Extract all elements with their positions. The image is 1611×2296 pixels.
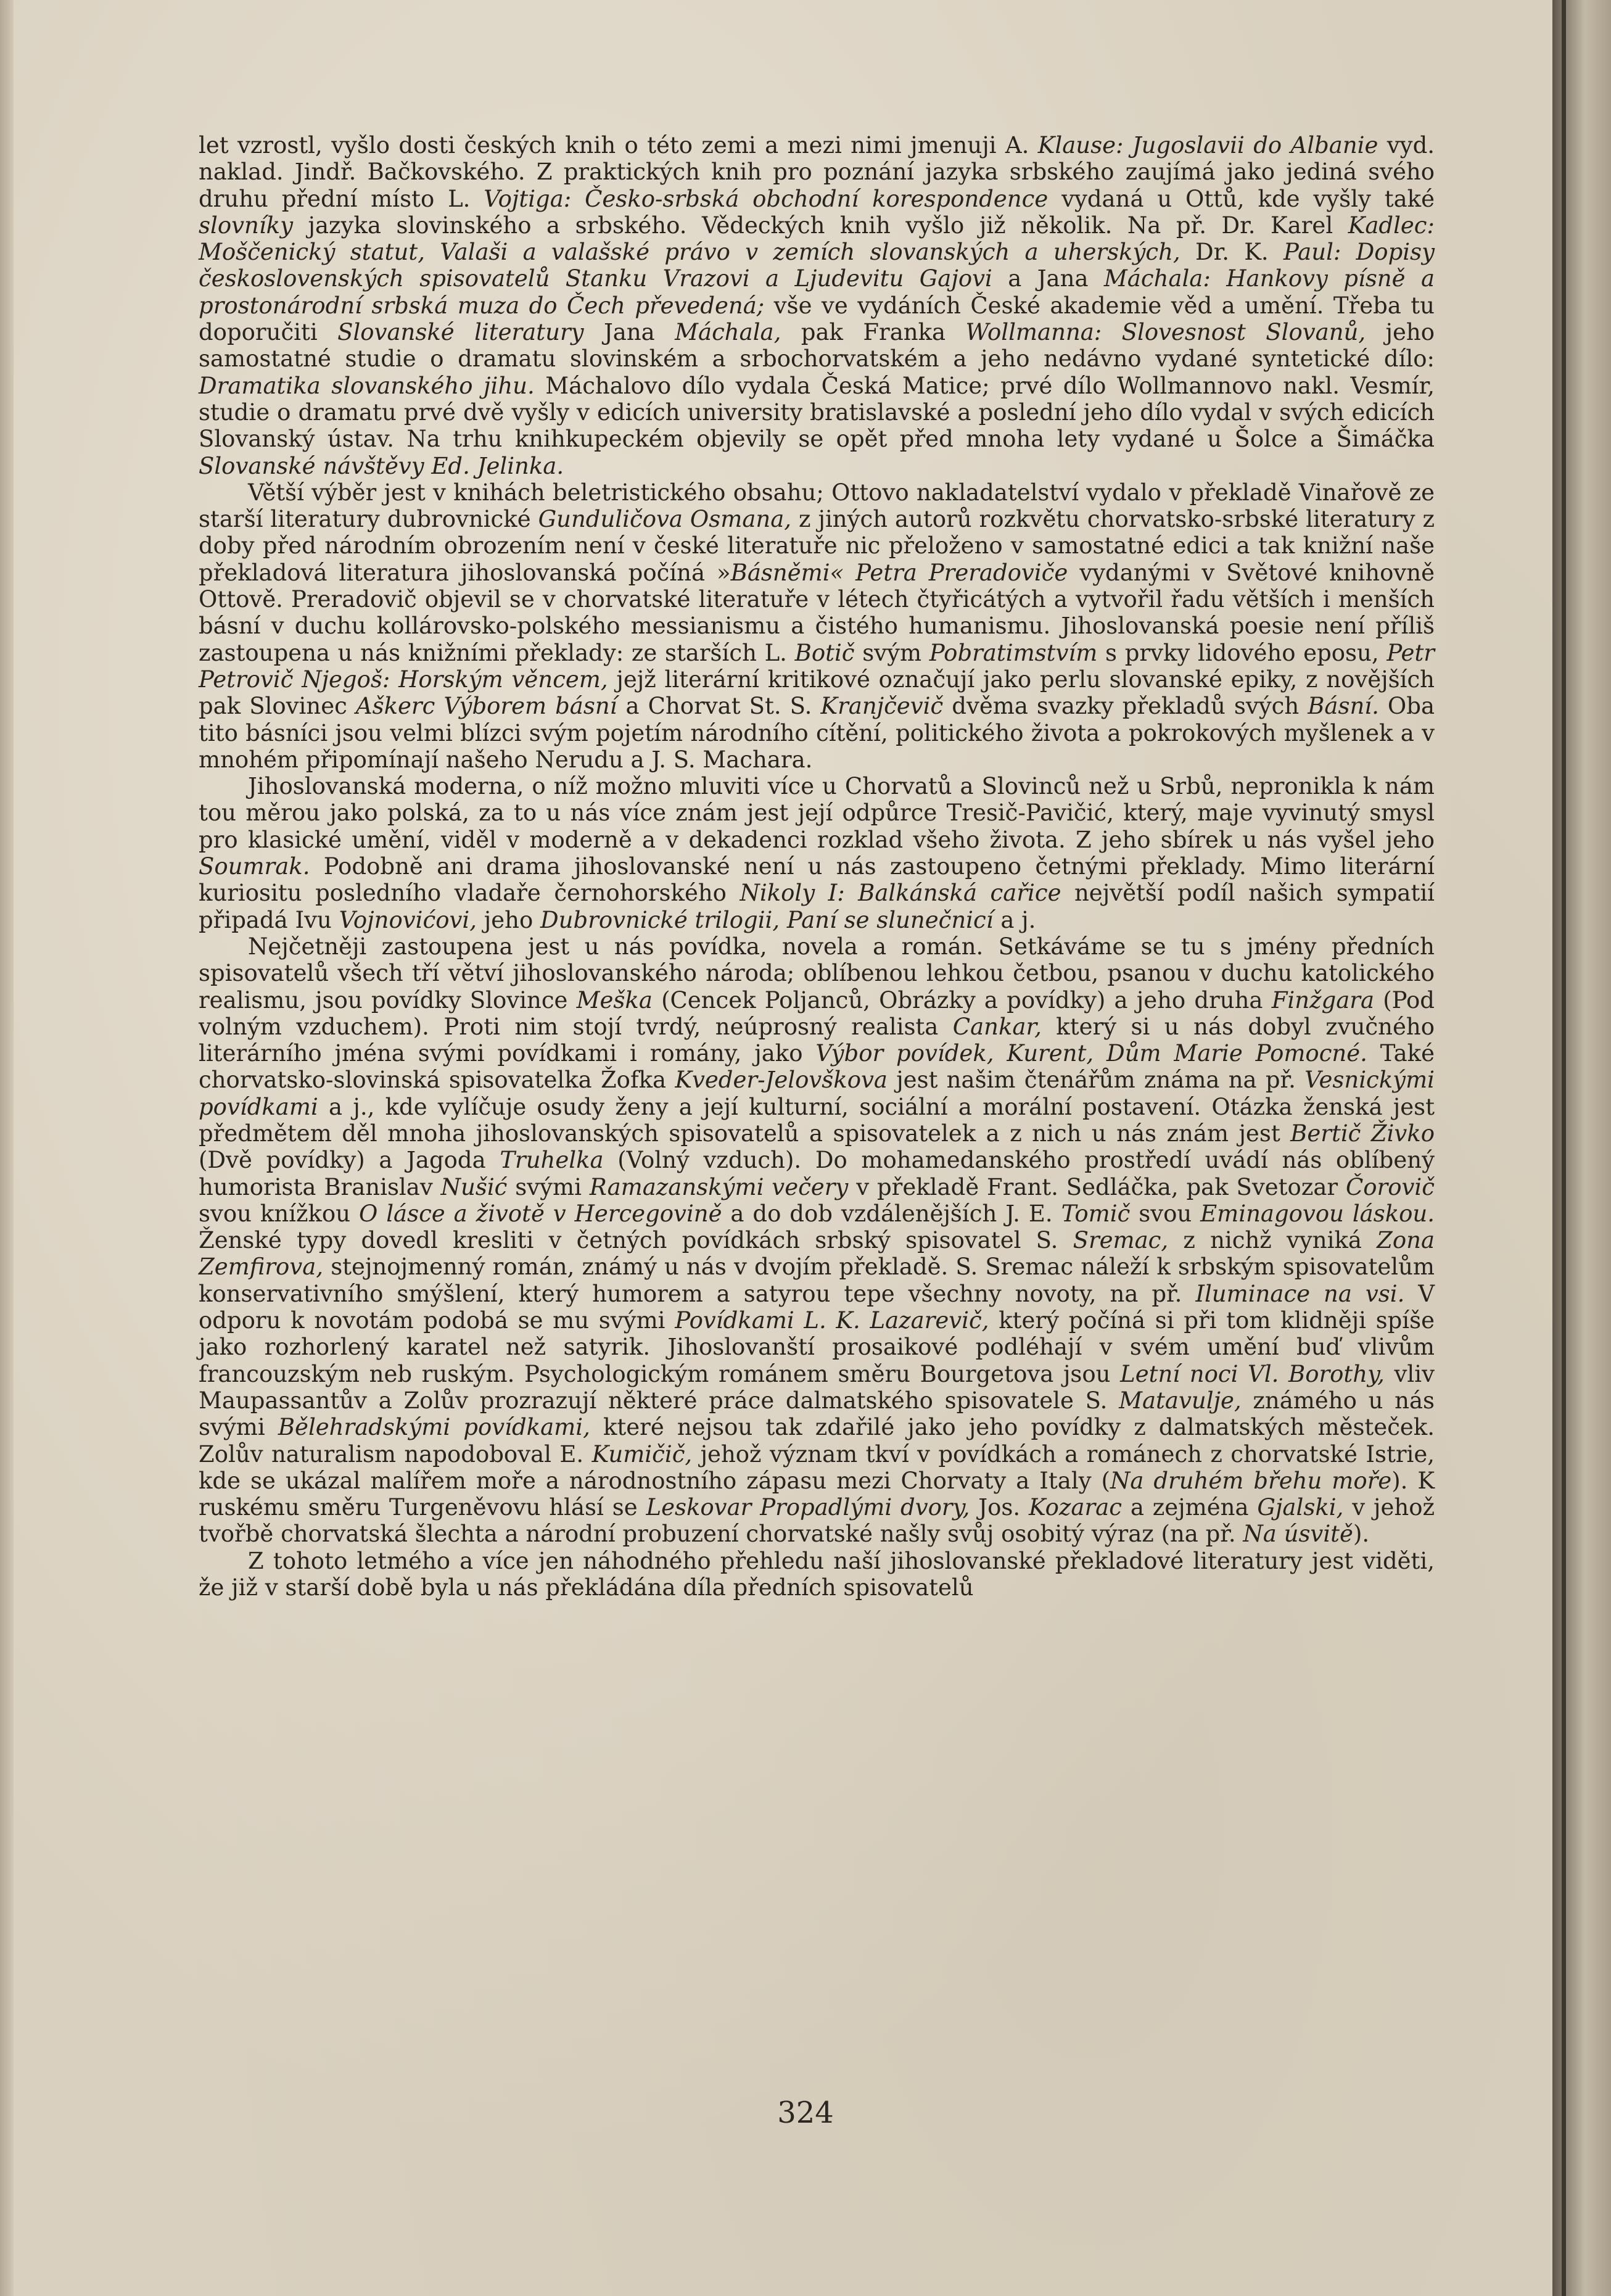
text-run: Větší výběr jest v knihách beletristického obsahu; Ottovo nakladatelství vydalo v překladě Vinařově ze starší literatury dubrovnické	[199, 479, 1435, 533]
text-run: známého u nás svými	[199, 1387, 1435, 1441]
paragraph	[199, 132, 1435, 479]
italic-title: Nikoly I: Balkánská cařice	[740, 880, 1061, 907]
italic-title: Bělehradskými povídkami,	[278, 1414, 590, 1441]
italic-title: Wollmanna: Slovesnost Slovanů,	[965, 319, 1366, 346]
italic-title: Slovanské návštěvy Ed. Jelinka.	[199, 452, 564, 479]
italic-title: Nušić	[440, 1173, 508, 1200]
text-run: Nejčetněji zastoupena jest u nás povídka, novela a román. Setkáváme se tu s jmény předních spisovatelů všech tří větví jihoslovanského národa; oblíbenou lehkou četbou, psanou v duchu katolického realismu, jsou povídky Slovince	[199, 933, 1435, 1014]
italic-title: Básněmi« Petra Preradoviče	[730, 559, 1068, 586]
text-run: jehož význam tkví v povídkách a románech z chorvatské Istrie, kde se ukázal malířem moře a národnostního zápasu mezi Chorvaty a Italy (	[199, 1440, 1435, 1494]
text-run: v jehož tvořbě chorvatská šlechta a národní probuzení chorvatské našly svůj osobitý výraz (na př.	[199, 1494, 1435, 1548]
text-run: a j., kde vylíčuje osudy ženy a její kulturní, sociální a morální postavení. Otázka ženská jest předmětem děl mnoha jihoslovanských spisovatelů a spisovatelek a z nich u nás znám jest	[199, 1093, 1435, 1147]
text-run: vyd. naklad. Jindř. Bačkovského. Z praktických knih pro poznání jazyka srbského zaujímá jako jediná svého druhu přední místo L.	[199, 132, 1435, 212]
text-run: který počíná si při tom klidněji spíše jako rozhorlený karatel než satyrik. Jihoslovanští prosaikové podléhají v svém umění buď vlivům francouzským neb ruským. Psychologickým románem směru Bourgetova jsou	[199, 1307, 1435, 1387]
text-run: z nichž vyniká	[1168, 1227, 1377, 1254]
italic-title: Eminagovou láskou.	[1200, 1200, 1435, 1227]
italic-title: Slovanské literatury	[337, 319, 584, 346]
italic-title: Básní.	[1308, 693, 1379, 720]
page-number: 324	[777, 2096, 834, 2130]
italic-title: Dramatika slovanského jihu.	[199, 372, 535, 399]
italic-title: Kveder-Jelovškova	[675, 1067, 888, 1094]
italic-title: Kozarac	[1028, 1494, 1122, 1521]
text-run: Máchalovo dílo vydala Česká Matice; prvé dílo Wollmannovo nakl. Vesmír, studie o dramatu prvé dvě vyšly v edicích university bratislavské a poslední jeho dílo vydal v svých edicích Slovanský ústav. Na trhu knihkupeckém objevily se opět před mnoha lety vydané u Šolce a Šimáčka	[199, 372, 1435, 453]
text-run: a j.	[993, 906, 1036, 933]
text-run: a do dob vzdálenějších J. E.	[722, 1200, 1061, 1227]
italic-title: Máchala: Hankovy písně a prostonárodní srbská muza do Čech převedená;	[199, 265, 1435, 319]
text-run: v překladě Frant. Sedláčka, pak Svetozar	[848, 1173, 1346, 1200]
text-run: V odporu k novotám podobá se mu svými	[199, 1280, 1435, 1334]
scan-left-edge	[0, 0, 14, 2296]
paragraph	[199, 479, 1435, 773]
text-run: jest našim čtenářům známa na př.	[887, 1067, 1305, 1094]
italic-title: Máchala,	[675, 319, 781, 346]
book-spine-edge	[1562, 0, 1566, 2296]
italic-title: Sremac,	[1073, 1227, 1169, 1254]
italic-title: Finžgara	[1271, 986, 1375, 1014]
text-run: svou knížkou	[199, 1200, 359, 1227]
text-run: jejž literární kritikové označují jako perlu slovanské epiky, z novějších pak Slovinec	[199, 666, 1435, 720]
text-run: největší podíl našich sympatií připadá Ivu	[199, 880, 1435, 933]
italic-title: Paul: Dopisy československých spisovatelů Stanku Vrazovi a Ljudevitu Gajovi	[199, 239, 1435, 292]
text-run: Z tohoto letmého a více jen náhodného přehledu naší jihoslovanské překladové literatury jest viděti, že již v starší době byla u nás překládána díla předních spisovatelů	[199, 1547, 1435, 1601]
italic-title: Leskovar Propadlými dvory,	[646, 1494, 970, 1521]
text-run: (Volný vzduch). Do mohamedanského prostředí uvádí nás oblíbený humorista Branislav	[199, 1147, 1435, 1200]
paragraph	[199, 1548, 1435, 1601]
text-run: Oba tito básníci jsou velmi blízci svým pojetím národního cítění, politického života a pokrokových myšlenek a v mnohém připomínají našeho Nerudu a J. S. Machara.	[199, 693, 1435, 773]
italic-title: Vojtiga: Česko-srbská obchodní korespondence	[484, 185, 1049, 212]
italic-title: slovníky	[199, 212, 293, 239]
text-run: Jihoslovanská moderna, o níž možno mluviti více u Chorvatů a Slovinců než u Srbů, nepronikla k nám tou měrou jako polská, za to u nás více znám jest její odpůrce Tresič-Pavičić, který, maje vyvinutý smysl pro klasické umění, viděl v moderně a v dekadenci rozklad všeho života. Z jeho sbírek u nás vyšel jeho	[199, 773, 1435, 853]
text-run: a zejména	[1121, 1494, 1258, 1521]
italic-title: Letní noci Vl. Borothy,	[1120, 1360, 1385, 1387]
italic-title: Iluminace na vsi.	[1195, 1280, 1405, 1307]
text-run: ).	[1353, 1521, 1370, 1548]
italic-title: Na druhém břehu moře	[1110, 1467, 1392, 1494]
italic-title: Aškerc Výborem básní	[355, 693, 617, 720]
italic-title: Soumrak.	[199, 853, 310, 880]
italic-title: Tomič	[1061, 1200, 1131, 1227]
text-run: Jana	[583, 319, 675, 346]
text-run: let vzrostl, vyšlo dosti českých knih o této zemi a mezi nimi jmenuji A.	[199, 132, 1038, 159]
italic-title: Cankar,	[952, 1013, 1042, 1040]
text-run: s prvky lidového eposu,	[1097, 639, 1387, 666]
italic-title: Kadlec: Moščenický statut, Valaši a valašské právo v zemích slovanských a uherských,	[199, 212, 1435, 266]
text-run: Ženské typy dovedl kresliti v četných povídkách srbský spisovatel S.	[199, 1227, 1073, 1254]
body-text	[199, 132, 1435, 1601]
text-run: vše ve vydáních České akademie věd a umění. Třeba tu doporučiti	[199, 292, 1435, 346]
text-run: svou	[1130, 1200, 1201, 1227]
italic-title: Bertič Živko	[1290, 1120, 1435, 1147]
text-run: který si u nás dobyl zvučného literárního jména svými povídkami i romány, jako	[199, 1013, 1435, 1067]
text-run: jeho	[477, 906, 540, 933]
italic-title: Gjalski,	[1257, 1494, 1344, 1521]
text-run: vydaná u Ottů, kde vyšly také	[1048, 185, 1435, 212]
text-run: a Jana	[992, 265, 1104, 292]
italic-title: Kranjčevič	[820, 693, 944, 720]
italic-title: Matavulje,	[1119, 1387, 1242, 1414]
text-run: stejnojmenný román, známý u nás v dvojím překladě. S. Sremac náleží k srbským spisovatelům konservativního smýšlení, který humorem a satyrou tepe všechny novoty, na př.	[199, 1253, 1435, 1307]
text-run: jazyka slovinského a srbského. Vědeckých knih vyšlo již několik. Na př. Dr. Karel	[293, 212, 1348, 239]
text-run: (Dvě povídky) a Jagoda	[199, 1147, 500, 1174]
italic-title: Gunduličova Osmana,	[538, 506, 792, 533]
italic-title: Meška	[576, 986, 653, 1014]
paragraph	[199, 933, 1435, 1548]
italic-title: Povídkami L. K. Lazarevič,	[675, 1307, 989, 1334]
italic-title: Ramazanskými večery	[589, 1173, 849, 1200]
text-run: Dr. K.	[1180, 239, 1283, 266]
italic-title: Kumičič,	[591, 1440, 693, 1468]
text-run: a Chorvat St. S.	[617, 693, 821, 720]
italic-title: O lásce a životě v Hercegovině	[358, 1200, 722, 1227]
italic-title: Truhelka	[500, 1147, 604, 1174]
text-run: dvěma svazky překladů svých	[943, 693, 1308, 720]
text-run: vydanými v Světové knihovně Ottově. Preradovič objevil se v chorvatské literatuře v létech čtyřicátých a vytvořil řadu větších i menších básní v duchu kollárovsko-polského messianismu a čistého humanismu. Jihoslovanská poesie není příliš zastoupena u nás knižními překlady: ze starších L.	[199, 559, 1435, 666]
text-run: Podobně ani drama jihoslovanské není u nás zastoupeno četnými překlady. Mimo literární kuriositu posledního vladaře černohorského	[199, 853, 1435, 907]
text-run: Také chorvatsko-slovinská spisovatelka Žofka	[199, 1040, 1435, 1094]
text-run: (Pod volným vzduchem). Proti nim stojí tvrdý, neúprosný realista	[199, 986, 1435, 1040]
text-run: Jos.	[970, 1494, 1029, 1521]
italic-title: Čorovič	[1345, 1173, 1435, 1200]
italic-title: Botič	[794, 639, 855, 666]
italic-title: Výbor povídek, Kurent, Dům Marie Pomocné.	[815, 1040, 1367, 1067]
text-run: pak Franka	[781, 319, 966, 346]
italic-title: Vesnickými povídkami	[199, 1067, 1435, 1120]
text-run: jeho samostatné studie o dramatu slovinském a srbochorvatském a jeho nedávno vydané syntetické dílo:	[199, 319, 1435, 373]
text-run: svými	[507, 1173, 590, 1200]
italic-title: Zona Zemfirova,	[199, 1227, 1435, 1281]
text-run: ). K ruskému směru Turgeněvovu hlásí se	[199, 1467, 1435, 1521]
italic-title: Vojnovićovi,	[339, 906, 477, 933]
text-run: (Cencek Poljanců, Obrázky a povídky) a jeho druha	[652, 986, 1272, 1014]
italic-title: Pobratimstvím	[929, 639, 1098, 666]
text-run: svým	[854, 639, 929, 666]
italic-title: Klause: Jugoslavii do Albanie	[1037, 132, 1378, 159]
text-run: z jiných autorů rozkvětu chorvatsko-srbské literatury z doby před národním obrozením není v české literatuře nic přeloženo v samostatné edici a tak knižní naše překladová literatura jihoslovanská počíná »	[199, 506, 1435, 586]
text-run: vliv Maupassantův a Zolův prozrazují některé práce dalmatského spisovatele S.	[199, 1360, 1435, 1414]
text-run: které nejsou tak zdařilé jako jeho povídky z dalmatských městeček. Zolův naturalism napodoboval E.	[199, 1414, 1435, 1468]
italic-title: Petr Petrovič Njegoš: Horským věncem,	[199, 639, 1435, 693]
paragraph	[199, 773, 1435, 933]
italic-title: Dubrovnické trilogii, Paní se slunečnicí	[540, 906, 994, 933]
italic-title: Na úsvitě	[1243, 1521, 1353, 1548]
